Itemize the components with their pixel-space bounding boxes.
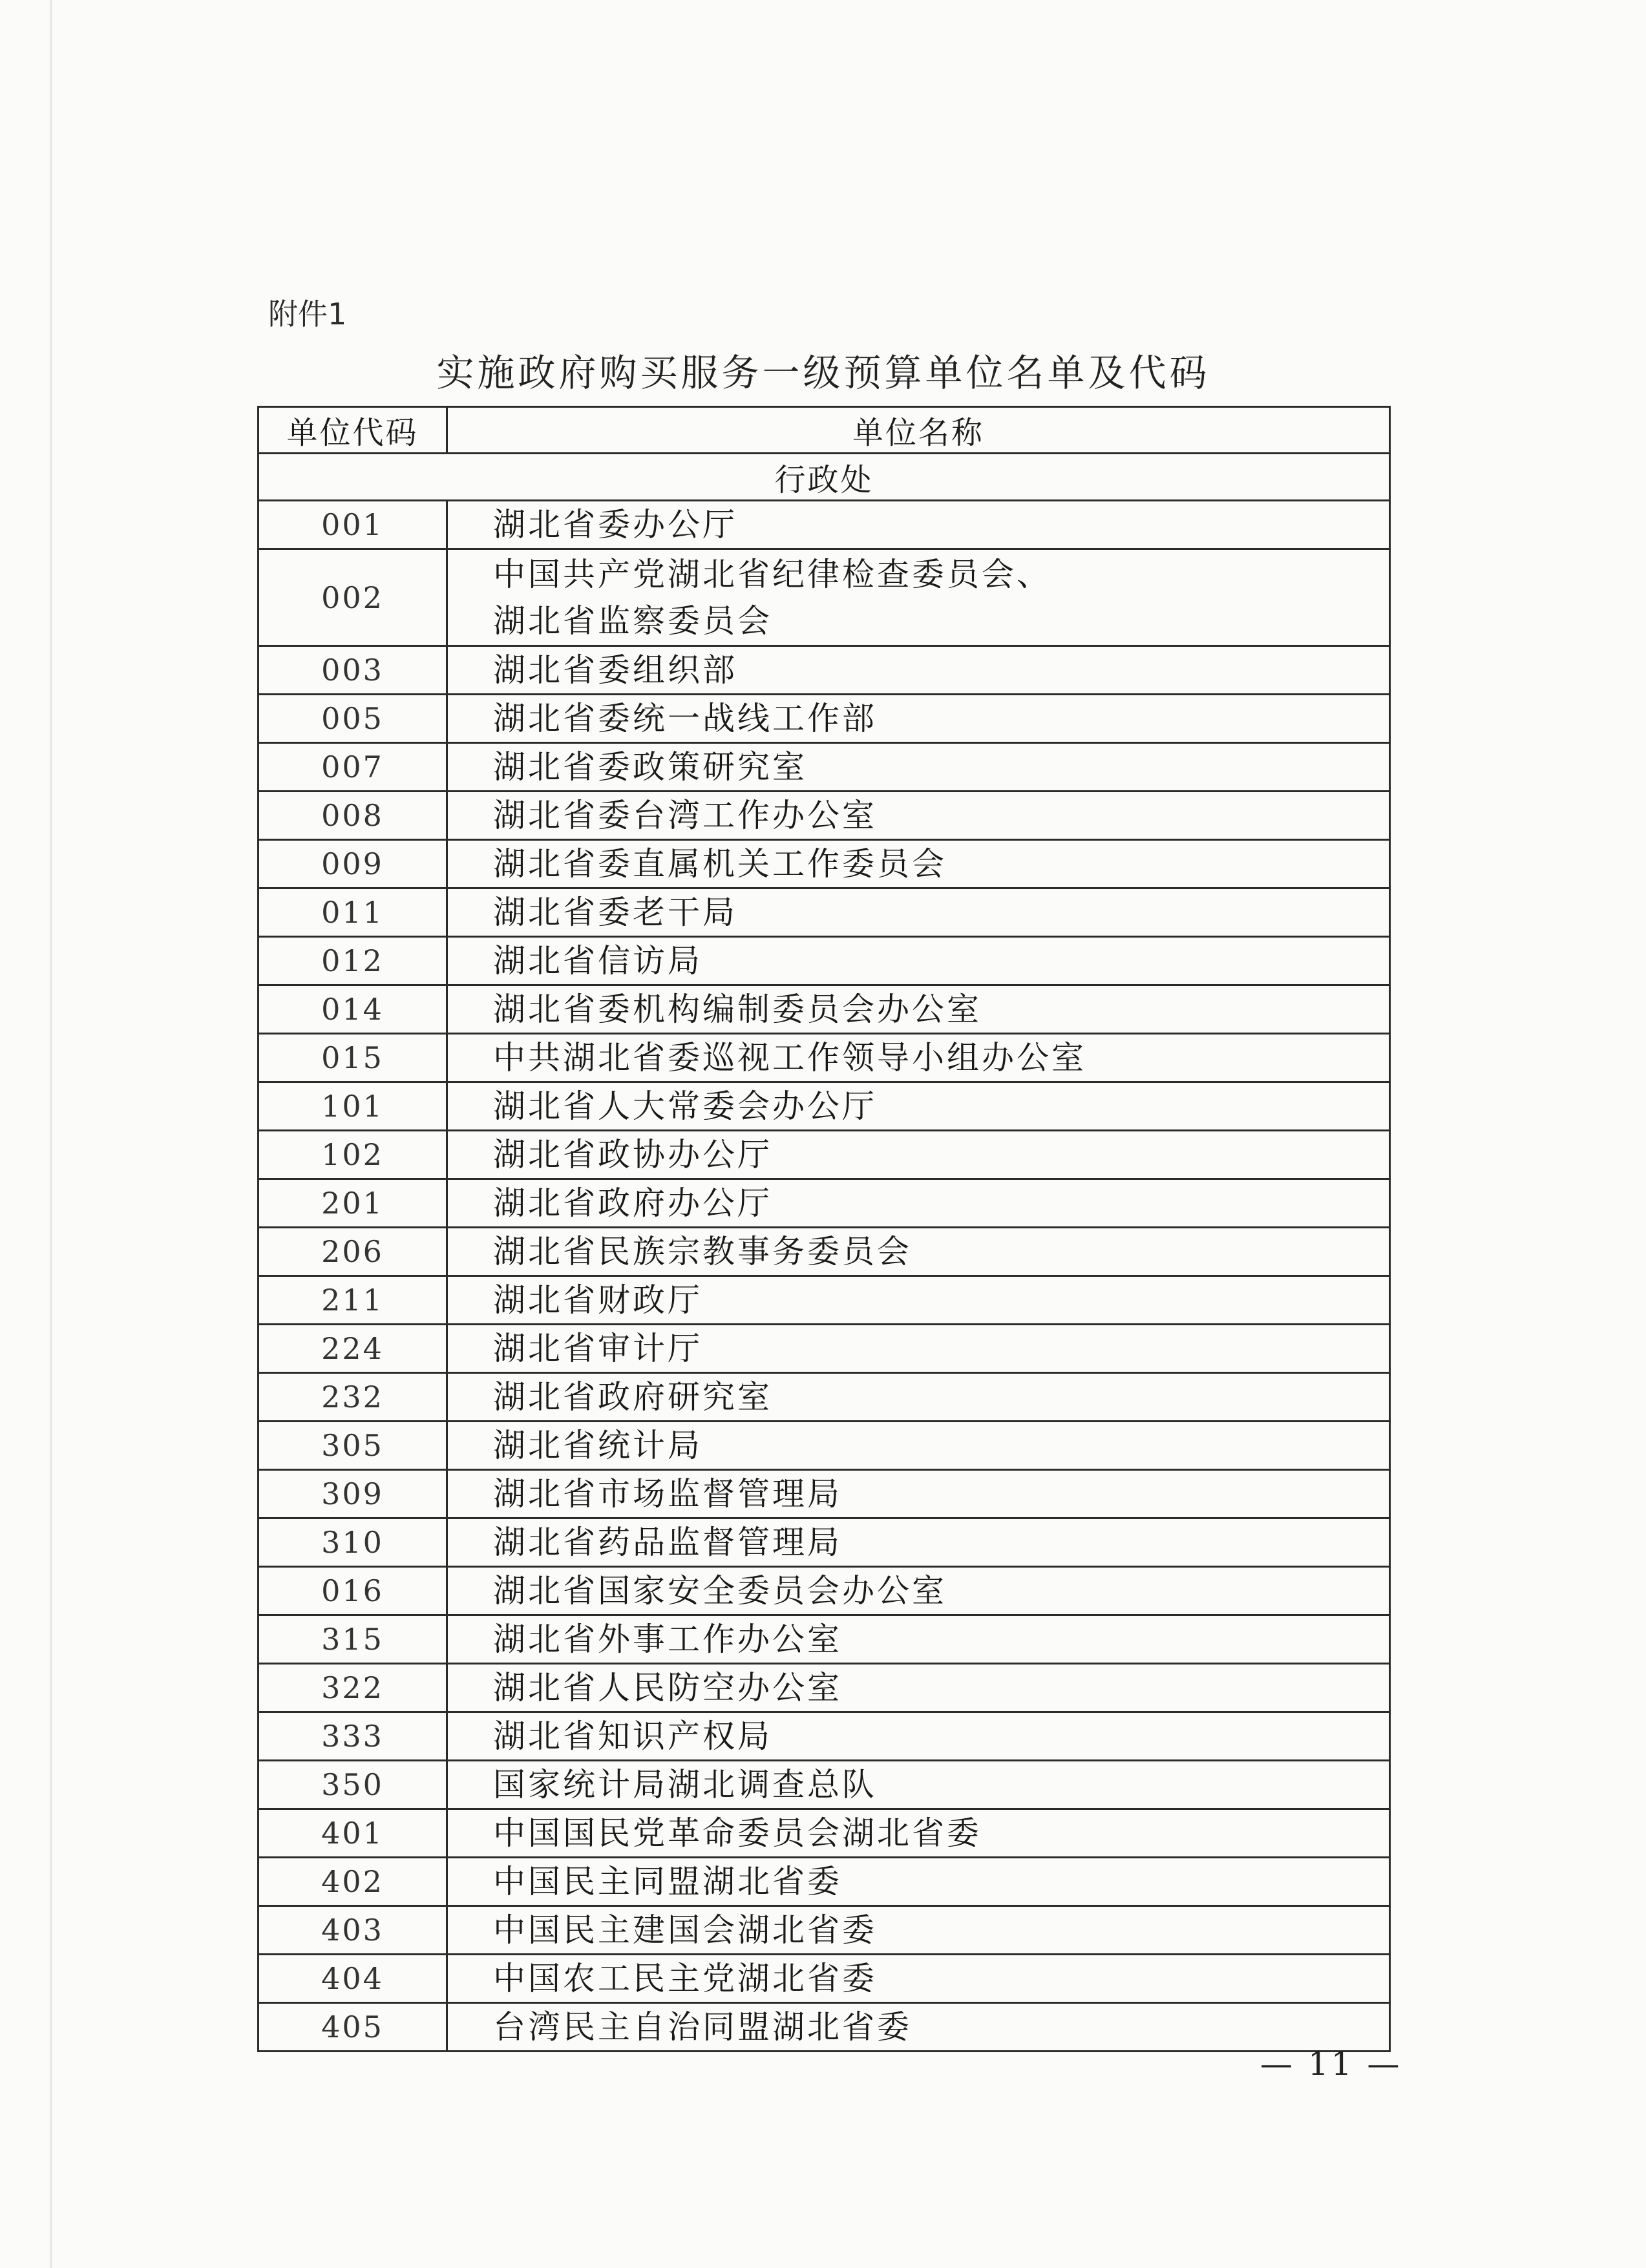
unit-name-cell (447, 1131, 1390, 1179)
unit-name-line: 湖北省监察委员会 (493, 602, 772, 640)
table-row (259, 1082, 1390, 1131)
unit-name-cell (447, 1228, 1390, 1276)
unit-name-cell (447, 1373, 1390, 1422)
unit-code-cell: 206 (259, 1228, 447, 1276)
unit-code-cell: 201 (259, 1179, 447, 1228)
unit-name-cell (447, 1082, 1390, 1131)
table-row (259, 1373, 1390, 1422)
unit-name-line: 湖北省民族宗教事务委员会 (493, 1233, 912, 1270)
table-row (259, 1955, 1390, 2003)
table-row (259, 1858, 1390, 1906)
unit-name-cell (447, 1761, 1390, 1809)
unit-name-line: 湖北省委老干局 (493, 894, 737, 931)
unit-code-cell: 333 (259, 1712, 447, 1761)
unit-code-cell: 007 (259, 743, 447, 792)
unit-name-cell (447, 1325, 1390, 1373)
unit-code-cell: 012 (259, 937, 447, 985)
unit-name-line: 湖北省委政策研究室 (493, 748, 807, 786)
unit-name-cell (447, 1664, 1390, 1712)
unit-name-line: 湖北省药品监督管理局 (493, 1524, 842, 1561)
table-row (259, 1809, 1390, 1858)
section-row (259, 454, 1390, 501)
table-row (259, 1131, 1390, 1179)
unit-name-line: 湖北省审计厅 (493, 1330, 702, 1367)
page-edge-line (0, 0, 52, 2268)
table-row (259, 1567, 1390, 1615)
unit-name-cell (447, 1906, 1390, 1955)
unit-code-cell: 315 (259, 1615, 447, 1664)
unit-code-cell: 310 (259, 1518, 447, 1567)
unit-name-cell (447, 501, 1390, 549)
table-row (259, 888, 1390, 937)
table-row (259, 646, 1390, 695)
table-row (259, 1276, 1390, 1325)
unit-name-cell (447, 646, 1390, 695)
unit-name-cell (447, 1470, 1390, 1518)
unit-name-cell (447, 1422, 1390, 1470)
unit-name-cell (447, 840, 1390, 888)
unit-name-cell (447, 1034, 1390, 1082)
unit-code-cell: 015 (259, 1034, 447, 1082)
unit-code-cell: 008 (259, 792, 447, 840)
table-row (259, 985, 1390, 1034)
section-label: 行政处 (259, 454, 1390, 501)
table-row (259, 1664, 1390, 1712)
unit-code-cell: 211 (259, 1276, 447, 1325)
unit-code-cell: 403 (259, 1906, 447, 1955)
unit-name-line: 中国民主同盟湖北省委 (493, 1863, 842, 1900)
table-row (259, 1906, 1390, 1955)
unit-name-cell (447, 1809, 1390, 1858)
unit-name-cell (447, 985, 1390, 1034)
table-row (259, 1034, 1390, 1082)
unit-name-line: 中国民主建国会湖北省委 (493, 1911, 877, 1949)
unit-name-cell (447, 1955, 1390, 2003)
table-row (259, 792, 1390, 840)
table-row (259, 1422, 1390, 1470)
unit-name-line: 湖北省委机构编制委员会办公室 (493, 991, 982, 1028)
unit-name-cell (447, 1858, 1390, 1906)
table-row (259, 1325, 1390, 1373)
unit-code-cell: 404 (259, 1955, 447, 2003)
unit-name-line: 湖北省人大常委会办公厅 (493, 1087, 877, 1125)
unit-name-line: 湖北省信访局 (493, 942, 702, 980)
unit-name-line: 中国农工民主党湖北省委 (493, 1960, 877, 1997)
unit-code-cell: 102 (259, 1131, 447, 1179)
unit-table (257, 406, 1391, 2052)
unit-code-cell: 402 (259, 1858, 447, 1906)
unit-code-cell: 002 (259, 549, 447, 646)
unit-name-cell (447, 1518, 1390, 1567)
page-number: — 11 — (1260, 2045, 1402, 2083)
table-row (259, 1615, 1390, 1664)
unit-code-cell: 009 (259, 840, 447, 888)
unit-name-line: 湖北省统计局 (493, 1427, 702, 1464)
unit-code-cell: 011 (259, 888, 447, 937)
unit-name-line: 湖北省委台湾工作办公室 (493, 797, 877, 834)
unit-name-line: 湖北省国家安全委员会办公室 (493, 1572, 947, 1610)
unit-name-cell (447, 792, 1390, 840)
unit-code-cell: 014 (259, 985, 447, 1034)
table-row (259, 501, 1390, 549)
table-row (259, 695, 1390, 743)
unit-code-cell: 016 (259, 1567, 447, 1615)
unit-name-line: 湖北省市场监督管理局 (493, 1475, 842, 1513)
unit-name-line: 湖北省政府办公厅 (493, 1184, 772, 1222)
unit-name-cell (447, 1179, 1390, 1228)
unit-name-line: 湖北省政府研究室 (493, 1378, 772, 1416)
unit-name-cell (447, 695, 1390, 743)
unit-name-line: 台湾民主自治同盟湖北省委 (493, 2008, 912, 2046)
unit-name-cell (447, 1615, 1390, 1664)
unit-name-line: 湖北省委办公厅 (493, 506, 737, 543)
unit-name-line: 中共湖北省委巡视工作领导小组办公室 (493, 1039, 1086, 1076)
unit-code-cell: 350 (259, 1761, 447, 1809)
unit-name-line: 中国共产党湖北省纪律检查委员会、 (493, 555, 1051, 593)
table-row (259, 743, 1390, 792)
unit-name-cell (447, 937, 1390, 985)
unit-name-line: 中国国民党革命委员会湖北省委 (493, 1814, 982, 1852)
unit-code-cell: 232 (259, 1373, 447, 1422)
unit-name-line: 湖北省委直属机关工作委员会 (493, 845, 947, 883)
unit-name-line: 湖北省外事工作办公室 (493, 1621, 842, 1658)
unit-name-line: 湖北省委组织部 (493, 651, 737, 689)
table-row (259, 1179, 1390, 1228)
table-row (259, 937, 1390, 985)
table-row (259, 1518, 1390, 1567)
unit-code-cell: 322 (259, 1664, 447, 1712)
table-body (259, 454, 1390, 2052)
unit-code-cell: 101 (259, 1082, 447, 1131)
unit-name-line: 湖北省政协办公厅 (493, 1136, 772, 1173)
table-header-row (259, 407, 1390, 454)
table-row (259, 1761, 1390, 1809)
unit-code-cell: 405 (259, 2003, 447, 2052)
unit-code-cell: 001 (259, 501, 447, 549)
unit-code-cell: 401 (259, 1809, 447, 1858)
unit-name-line: 湖北省知识产权局 (493, 1717, 772, 1755)
unit-name-cell (447, 1712, 1390, 1761)
unit-name-cell (447, 549, 1390, 646)
attachment-label: 附件1 (268, 297, 347, 331)
table-row (259, 2003, 1390, 2052)
unit-name-cell (447, 1567, 1390, 1615)
unit-code-cell: 005 (259, 695, 447, 743)
table-row (259, 1712, 1390, 1761)
unit-code-cell: 003 (259, 646, 447, 695)
unit-code-cell: 305 (259, 1422, 447, 1470)
header-unit-name: 单位名称 (447, 407, 1390, 454)
table-row (259, 549, 1390, 646)
unit-name-line: 湖北省财政厅 (493, 1281, 702, 1319)
unit-name-cell (447, 888, 1390, 937)
unit-name-line: 湖北省委统一战线工作部 (493, 700, 877, 737)
unit-name-cell (447, 1276, 1390, 1325)
table-row (259, 1228, 1390, 1276)
unit-name-cell (447, 2003, 1390, 2052)
table-row (259, 840, 1390, 888)
unit-name-line: 湖北省人民防空办公室 (493, 1669, 842, 1706)
table-row (259, 1470, 1390, 1518)
unit-name-line: 国家统计局湖北调查总队 (493, 1766, 877, 1803)
document-title: 实施政府购买服务一级预算单位名单及代码 (436, 351, 1210, 395)
unit-name-cell (447, 743, 1390, 792)
unit-code-cell: 224 (259, 1325, 447, 1373)
header-unit-code: 单位代码 (259, 407, 447, 454)
unit-code-cell: 309 (259, 1470, 447, 1518)
